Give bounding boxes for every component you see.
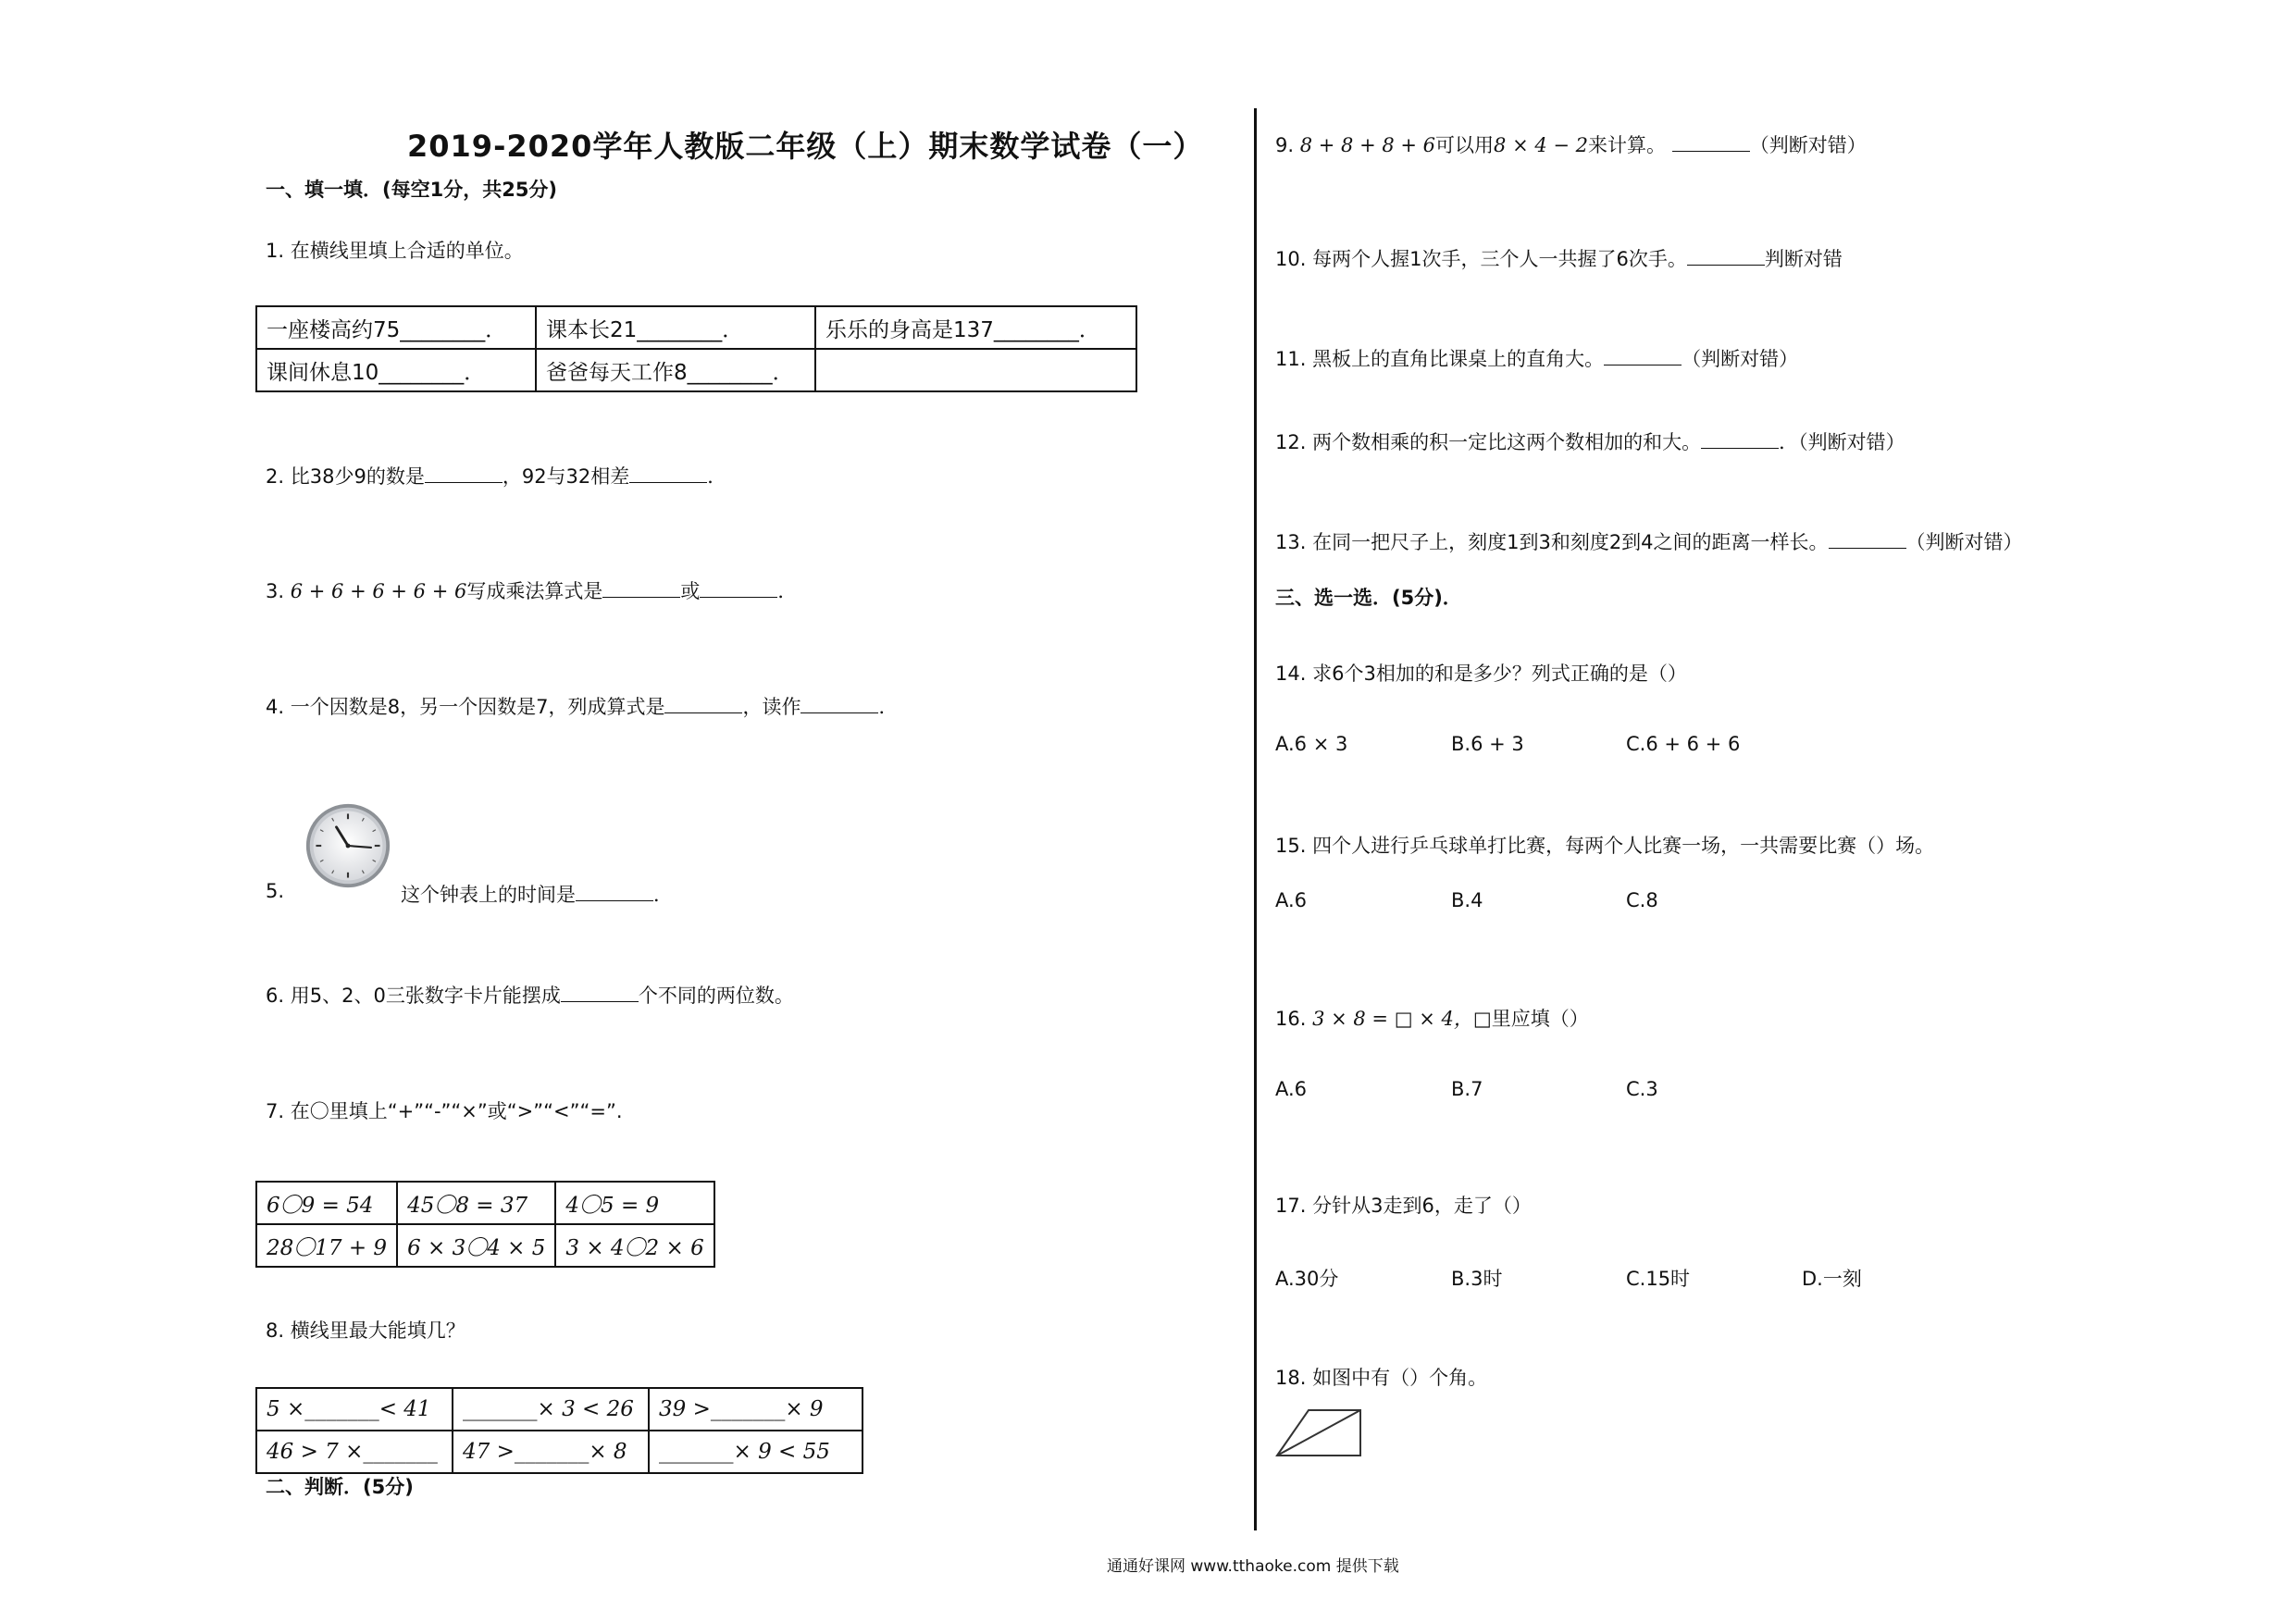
question-text: 黑板上的直角比课桌上的直角大。 — [1312, 348, 1605, 370]
table-row — [256, 1182, 714, 1224]
question-number: 13. — [1275, 531, 1307, 553]
table-cell[interactable]: 一座楼高约75________． — [256, 306, 536, 349]
table-cell[interactable]: 46 > 7 ×_______ — [256, 1431, 453, 1473]
answer-blank[interactable] — [1687, 248, 1765, 266]
question-8 — [266, 1316, 465, 1344]
option-a[interactable]: A.30分 — [1275, 1268, 1339, 1290]
question-text: 个不同的两位数。 — [638, 985, 794, 1007]
question-text: 四个人进行乒乓球单打比赛，每两个人比赛一场，一共需要比赛（）场。 — [1312, 835, 1935, 857]
column-divider — [1254, 108, 1257, 1530]
math-expression: 3 × 8 = □ × 4， — [1312, 1008, 1473, 1030]
table-cell[interactable]: 6〇9 = 54 — [256, 1182, 397, 1224]
question-number: 4. — [266, 696, 285, 718]
answer-blank[interactable] — [629, 465, 707, 483]
table-row — [256, 1224, 714, 1267]
table-cell[interactable]: 45〇8 = 37 — [397, 1182, 555, 1224]
question-number: 8. — [266, 1319, 285, 1342]
table-cell[interactable]: 爸爸每天工作8________． — [536, 349, 815, 391]
option-a[interactable]: A.6 — [1275, 1078, 1308, 1100]
question-number: 15. — [1275, 835, 1307, 857]
question-text: 如图中有（）个角。 — [1312, 1367, 1488, 1389]
question-2 — [266, 462, 726, 489]
option-c[interactable]: C.6 + 6 + 6 — [1626, 733, 1741, 755]
table-cell[interactable]: 乐乐的身高是137________． — [815, 306, 1136, 349]
option-a[interactable]: A.6 × 3 — [1275, 733, 1348, 755]
question-number: 16. — [1275, 1008, 1307, 1030]
question-text: ，92与32相差 — [502, 465, 630, 488]
table-cell[interactable]: 课本长21________． — [536, 306, 815, 349]
question-text: 求6个3相加的和是多少？列式正确的是（） — [1312, 663, 1687, 685]
question-9 — [1275, 130, 1867, 158]
question-10 — [1275, 244, 1843, 272]
table-cell[interactable]: 28〇17 + 9 — [256, 1224, 397, 1267]
question-number: 1. — [266, 240, 285, 262]
question-text: （判断对错） — [1749, 134, 1867, 156]
answer-blank[interactable] — [561, 985, 639, 1002]
option-c[interactable]: C.15时 — [1626, 1268, 1691, 1290]
section-2-heading: 二、判断．(5分) — [266, 1476, 414, 1498]
question-text: 在同一把尺子上，刻度1到3和刻度2到4之间的距离一样长。 — [1312, 531, 1829, 553]
math-expression: 6 + 6 + 6 + 6 + 6 — [290, 580, 467, 602]
question-number: 6. — [266, 985, 285, 1007]
table-cell[interactable]: _______× 3 < 26 — [453, 1388, 649, 1431]
option-d[interactable]: D.一刻 — [1802, 1268, 1862, 1290]
question-text: 每两个人握1次手，三个人一共握了6次手。 — [1312, 248, 1687, 270]
question-16 — [1275, 1004, 1589, 1032]
question-text: 两个数相乘的积一定比这两个数相加的和大。 — [1312, 431, 1702, 453]
section-3-heading: 三、选一选．(5分)． — [1275, 587, 1462, 609]
q7-compare-table — [255, 1181, 715, 1268]
question-7 — [266, 1096, 623, 1124]
question-13 — [1275, 527, 2023, 555]
answer-blank[interactable] — [576, 884, 653, 901]
question-text: ． — [777, 580, 798, 602]
question-number: 5. — [266, 880, 285, 902]
table-row — [256, 1388, 863, 1431]
question-text: 这个钟表上的时间是 — [401, 884, 576, 906]
question-text: ． — [707, 465, 727, 488]
question-number: 2. — [266, 465, 285, 488]
answer-blank[interactable] — [664, 696, 742, 713]
question-text: 在横线里填上合适的单位。 — [290, 240, 524, 262]
answer-blank[interactable] — [1829, 531, 1906, 549]
option-b[interactable]: B.6 + 3 — [1451, 733, 1524, 755]
question-number: 18. — [1275, 1367, 1307, 1389]
answer-blank[interactable] — [425, 465, 503, 483]
question-text: 写成乘法算式是 — [466, 580, 603, 602]
question-18 — [1275, 1363, 1487, 1391]
question-text: 比38少9的数是 — [290, 465, 425, 488]
question-number: 7. — [266, 1100, 285, 1122]
answer-blank[interactable] — [700, 580, 777, 598]
question-number: 10. — [1275, 248, 1307, 270]
table-cell[interactable]: 4〇5 = 9 — [555, 1182, 714, 1224]
question-number: 14. — [1275, 663, 1307, 685]
footer-text: 通通好课网 www.tthaoke.com 提供下载 — [1107, 1557, 1399, 1576]
page-title: 2019-2020学年人教版二年级（上）期末数学试卷（一） — [407, 129, 1204, 164]
table-row — [256, 349, 1136, 391]
table-cell[interactable]: 47 >_______× 8 — [453, 1431, 649, 1473]
question-text: ，读作 — [742, 696, 801, 718]
answer-blank[interactable] — [1701, 431, 1779, 449]
answer-blank[interactable] — [1604, 348, 1682, 365]
table-row — [256, 306, 1136, 349]
answer-blank[interactable] — [800, 696, 878, 713]
table-cell[interactable]: 3 × 4〇2 × 6 — [555, 1224, 714, 1267]
option-b[interactable]: B.7 — [1451, 1078, 1483, 1100]
question-6 — [266, 981, 794, 1009]
math-expression: 8 + 8 + 8 + 6 — [1299, 134, 1436, 156]
question-text: 用5、2、0三张数字卡片能摆成 — [290, 985, 561, 1007]
table-cell[interactable]: _______× 9 < 55 — [649, 1431, 863, 1473]
angle-figure — [1275, 1407, 1364, 1459]
question-text: □里应填（） — [1472, 1008, 1589, 1030]
question-text: 来计算。 — [1588, 134, 1667, 156]
option-b[interactable]: B.3时 — [1451, 1268, 1503, 1290]
option-c[interactable]: C.8 — [1626, 889, 1658, 911]
table-cell[interactable]: 6 × 3〇4 × 5 — [397, 1224, 555, 1267]
question-number: 9. — [1275, 134, 1295, 156]
section-1-heading: 一、填一填．(每空1分，共25分) — [266, 179, 558, 201]
clock-image — [304, 801, 392, 890]
question-text: （判断对错） — [1682, 348, 1799, 370]
table-cell — [815, 349, 1136, 391]
question-5 — [266, 880, 284, 902]
question-11 — [1275, 344, 1798, 372]
question-number: 12. — [1275, 431, 1307, 453]
answer-blank[interactable] — [1672, 134, 1750, 152]
question-text: 横线里最大能填几？ — [290, 1319, 465, 1342]
math-expression: 8 × 4 − 2 — [1494, 134, 1589, 156]
q1-unit-table — [255, 305, 1137, 392]
question-text: （判断对错） — [1905, 531, 2023, 553]
question-number: 17. — [1275, 1195, 1307, 1217]
option-c[interactable]: C.3 — [1626, 1078, 1658, 1100]
question-text: 判断对错 — [1764, 248, 1843, 270]
question-text: ．（判断对错） — [1779, 431, 1905, 453]
option-a[interactable]: A.6 — [1275, 889, 1308, 911]
question-3 — [266, 576, 797, 604]
question-text: ． — [878, 696, 899, 718]
table-row — [256, 1431, 863, 1473]
q8-max-table — [255, 1387, 863, 1474]
question-text: 或 — [680, 580, 701, 602]
table-cell[interactable]: 39 >_______× 9 — [649, 1388, 863, 1431]
question-text: ． — [653, 884, 673, 906]
question-1 — [266, 236, 524, 264]
table-cell[interactable]: 5 ×_______< 41 — [256, 1388, 453, 1431]
question-text: 一个因数是8，另一个因数是7，列成算式是 — [290, 696, 665, 718]
question-text: 在〇里填上“+”“-”“×”或“>”“<”“=”. — [290, 1100, 623, 1122]
question-17 — [1275, 1191, 1532, 1219]
question-text: 可以用 — [1435, 134, 1495, 156]
option-b[interactable]: B.4 — [1451, 889, 1483, 911]
question-12 — [1275, 427, 1905, 455]
question-number: 3. — [266, 580, 285, 602]
table-cell[interactable]: 课间休息10________． — [256, 349, 536, 391]
question-5-text — [401, 880, 673, 908]
answer-blank[interactable] — [602, 580, 680, 598]
question-14 — [1275, 659, 1687, 687]
question-4 — [266, 692, 898, 720]
question-15 — [1275, 831, 1934, 859]
question-number: 11. — [1275, 348, 1307, 370]
question-text: 分针从3走到6，走了（） — [1312, 1195, 1532, 1217]
